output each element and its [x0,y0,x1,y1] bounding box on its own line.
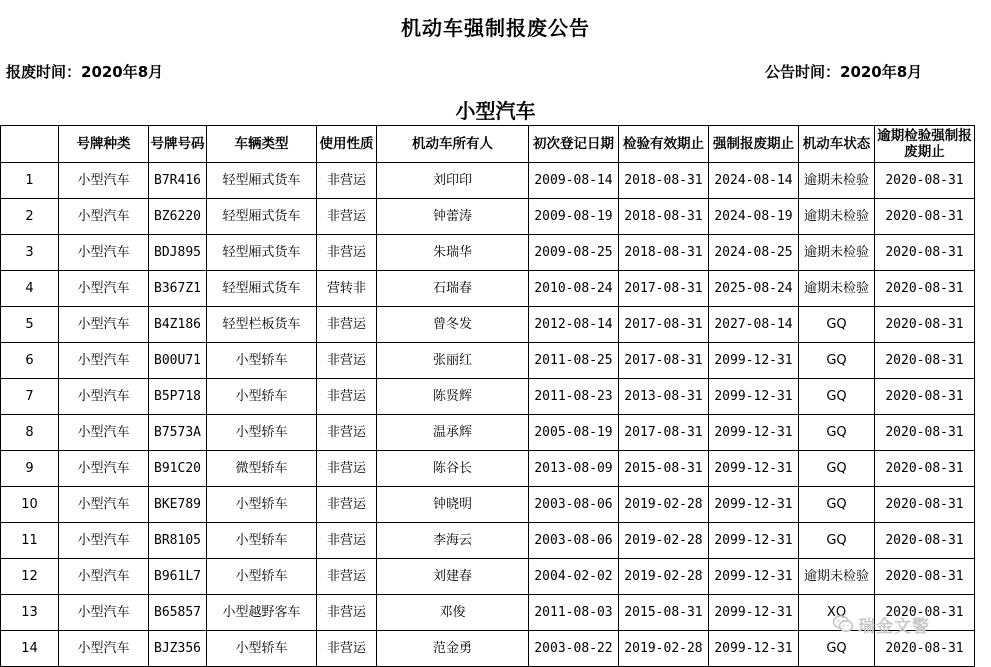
table-cell: BR8105 [149,523,207,559]
notice-time-label: 公告时间：2020年8月 [765,63,923,81]
section-heading: 小型汽车 [455,99,536,123]
table-cell: 非营运 [317,523,377,559]
table-cell: 2005-08-19 [529,415,619,451]
table-cell: 非营运 [317,487,377,523]
column-header [1,126,59,163]
table-cell: 陈谷长 [377,451,529,487]
table-cell: 9 [1,451,59,487]
table-cell: B91C20 [149,451,207,487]
table-cell: 非营运 [317,415,377,451]
table-cell: 2020-08-31 [875,163,975,199]
table-cell: 14 [1,631,59,667]
table-cell: 2009-08-19 [529,199,619,235]
table-cell: B961L7 [149,559,207,595]
table-cell: 非营运 [317,595,377,631]
table-cell: 小型汽车 [59,235,149,271]
table-cell: 小型汽车 [59,451,149,487]
table-cell: BZ6220 [149,199,207,235]
table-cell: 2017-08-31 [619,307,709,343]
document-title: 机动车强制报废公告 [401,16,590,40]
table-cell: 11 [1,523,59,559]
table-cell: 2024-08-19 [709,199,799,235]
table-cell: 7 [1,379,59,415]
table-cell: GQ [799,451,875,487]
table-cell: 2003-08-22 [529,631,619,667]
column-header: 初次登记日期 [529,126,619,163]
column-header: 强制报废期止 [709,126,799,163]
table-cell: 2099-12-31 [709,379,799,415]
table-cell: 小型汽车 [59,307,149,343]
table-cell: 2099-12-31 [709,559,799,595]
table-cell: 陈贤辉 [377,379,529,415]
table-cell: 小型轿车 [207,523,317,559]
table-body [1,163,975,667]
table-cell: 非营运 [317,307,377,343]
table-cell: 微型轿车 [207,451,317,487]
table-row [1,199,975,235]
table-cell: 2017-08-31 [619,343,709,379]
wechat-icon [832,614,854,634]
table-cell: 4 [1,271,59,307]
table-cell: 轻型厢式货车 [207,271,317,307]
table-cell: 2099-12-31 [709,415,799,451]
table-cell: 张丽红 [377,343,529,379]
column-header: 号牌号码 [149,126,207,163]
table-cell: 小型汽车 [59,595,149,631]
watermark [832,612,930,636]
table-row [1,523,975,559]
table-cell: 2099-12-31 [709,487,799,523]
table-cell: 李海云 [377,523,529,559]
table-row [1,163,975,199]
table-cell: 2020-08-31 [875,343,975,379]
table-cell: BJZ356 [149,631,207,667]
table-cell: 2027-08-14 [709,307,799,343]
table-cell: 小型轿车 [207,343,317,379]
column-header: 使用性质 [317,126,377,163]
table-cell: 逾期未检验 [799,271,875,307]
table-cell: 2020-08-31 [875,271,975,307]
column-header: 车辆类型 [207,126,317,163]
table-cell: BDJ895 [149,235,207,271]
table-cell: GQ [799,631,875,667]
table-header-row [1,126,975,163]
table-cell: BKE789 [149,487,207,523]
table-cell: 逾期未检验 [799,163,875,199]
table-cell: GQ [799,523,875,559]
table-cell: GQ [799,415,875,451]
table-cell: 小型汽车 [59,523,149,559]
table-cell: 2020-08-31 [875,595,975,631]
table-cell: 小型轿车 [207,487,317,523]
table-cell: 2003-08-06 [529,523,619,559]
table-cell: 小型汽车 [59,379,149,415]
table-cell: 刘建春 [377,559,529,595]
table-cell: 13 [1,595,59,631]
table-row [1,631,975,667]
column-header: 机动车所有人 [377,126,529,163]
table-cell: 2011-08-23 [529,379,619,415]
table-cell: 3 [1,235,59,271]
table-cell: 2018-08-31 [619,199,709,235]
table-cell: 非营运 [317,379,377,415]
table-cell: 2011-08-25 [529,343,619,379]
table-row [1,595,975,631]
table-cell: 2099-12-31 [709,631,799,667]
table-cell: 2020-08-31 [875,307,975,343]
table-cell: 2013-08-31 [619,379,709,415]
table-cell: 2020-08-31 [875,559,975,595]
table-cell: 2019-02-28 [619,523,709,559]
table-cell: 2019-02-28 [619,487,709,523]
table-cell: 2020-08-31 [875,487,975,523]
table-cell: 轻型厢式货车 [207,235,317,271]
table-cell: 2020-08-31 [875,199,975,235]
table-cell: B65857 [149,595,207,631]
table-cell: 曾冬发 [377,307,529,343]
table-cell: 逾期未检验 [799,559,875,595]
column-header: 号牌种类 [59,126,149,163]
table-cell: 2020-08-31 [875,631,975,667]
table-cell: 10 [1,487,59,523]
table-cell: B367Z1 [149,271,207,307]
table-cell: 2015-08-31 [619,451,709,487]
table-cell: 小型汽车 [59,163,149,199]
table-cell: 温承辉 [377,415,529,451]
table-cell: 范金勇 [377,631,529,667]
table-cell: 非营运 [317,163,377,199]
table-cell: 非营运 [317,631,377,667]
table-row [1,271,975,307]
table-cell: 小型汽车 [59,199,149,235]
table-row [1,235,975,271]
table-cell: 2019-02-28 [619,631,709,667]
table-cell: 非营运 [317,235,377,271]
table-cell: 小型汽车 [59,343,149,379]
table-cell: 5 [1,307,59,343]
table-cell: 2018-08-31 [619,163,709,199]
table-cell: 2017-08-31 [619,415,709,451]
table-cell: 2009-08-14 [529,163,619,199]
table-cell: 2020-08-31 [875,379,975,415]
scrap-vehicle-table [0,125,975,667]
table-cell: GQ [799,343,875,379]
table-cell: 非营运 [317,199,377,235]
table-cell: 小型轿车 [207,631,317,667]
table-cell: 12 [1,559,59,595]
table-cell: GQ [799,487,875,523]
table-cell: 小型汽车 [59,487,149,523]
table-cell: 2010-08-24 [529,271,619,307]
table-cell: 2020-08-31 [875,235,975,271]
table-cell: 2004-02-02 [529,559,619,595]
table-cell: 2019-02-28 [619,559,709,595]
table-cell: 钟蕾涛 [377,199,529,235]
table-cell: 2 [1,199,59,235]
table-cell: 小型汽车 [59,631,149,667]
table-cell: 1 [1,163,59,199]
table-cell: 逾期未检验 [799,199,875,235]
table-row [1,451,975,487]
table-cell: B7573A [149,415,207,451]
table-cell: 小型轿车 [207,415,317,451]
table-cell: 8 [1,415,59,451]
table-row [1,343,975,379]
table-cell: GQ [799,379,875,415]
table-cell: 钟晓明 [377,487,529,523]
table-cell: 2013-08-09 [529,451,619,487]
table-cell: 邓俊 [377,595,529,631]
table-cell: 2020-08-31 [875,451,975,487]
table-cell: 小型轿车 [207,379,317,415]
table-cell: 小型汽车 [59,559,149,595]
table-cell: 2015-08-31 [619,595,709,631]
table-cell: 轻型厢式货车 [207,199,317,235]
table-cell: 2024-08-14 [709,163,799,199]
table-cell: 轻型栏板货车 [207,307,317,343]
table-cell: 2024-08-25 [709,235,799,271]
table-cell: B00U71 [149,343,207,379]
table-cell: 2009-08-25 [529,235,619,271]
table-row [1,559,975,595]
table-cell: 2099-12-31 [709,523,799,559]
table-cell: 非营运 [317,343,377,379]
table-row [1,415,975,451]
table-cell: 逾期未检验 [799,235,875,271]
table-cell: 2099-12-31 [709,595,799,631]
table-cell: B7R416 [149,163,207,199]
table-cell: 6 [1,343,59,379]
table-row [1,487,975,523]
table-cell: XQ [799,595,875,631]
table-cell: 小型越野客车 [207,595,317,631]
table-row [1,307,975,343]
scrap-time-label: 报废时间：2020年8月 [6,63,164,81]
table-cell: B5P718 [149,379,207,415]
table-cell: 2025-08-24 [709,271,799,307]
table-cell: 非营运 [317,451,377,487]
table-cell: 刘印印 [377,163,529,199]
table-cell: 石瑞春 [377,271,529,307]
table-cell: B4Z186 [149,307,207,343]
table-cell: 2020-08-31 [875,523,975,559]
table-cell: 小型汽车 [59,271,149,307]
table-cell: 2003-08-06 [529,487,619,523]
table-cell: 2018-08-31 [619,235,709,271]
column-header: 检验有效期止 [619,126,709,163]
table-cell: 营转非 [317,271,377,307]
table-cell: 2099-12-31 [709,343,799,379]
table-cell: 2012-08-14 [529,307,619,343]
table-cell: 2011-08-03 [529,595,619,631]
watermark-text: 瑞金文警 [858,616,930,637]
table-row [1,379,975,415]
table-cell: 小型汽车 [59,415,149,451]
table-cell: 非营运 [317,559,377,595]
table-cell: 2017-08-31 [619,271,709,307]
table-cell: 轻型厢式货车 [207,163,317,199]
table-cell: 朱瑞华 [377,235,529,271]
table-cell: 2099-12-31 [709,451,799,487]
table-cell: 小型轿车 [207,559,317,595]
table-cell: GQ [799,307,875,343]
column-header: 机动车状态 [799,126,875,163]
column-header: 逾期检验强制报废期止 [875,126,975,163]
table-cell: 2020-08-31 [875,415,975,451]
